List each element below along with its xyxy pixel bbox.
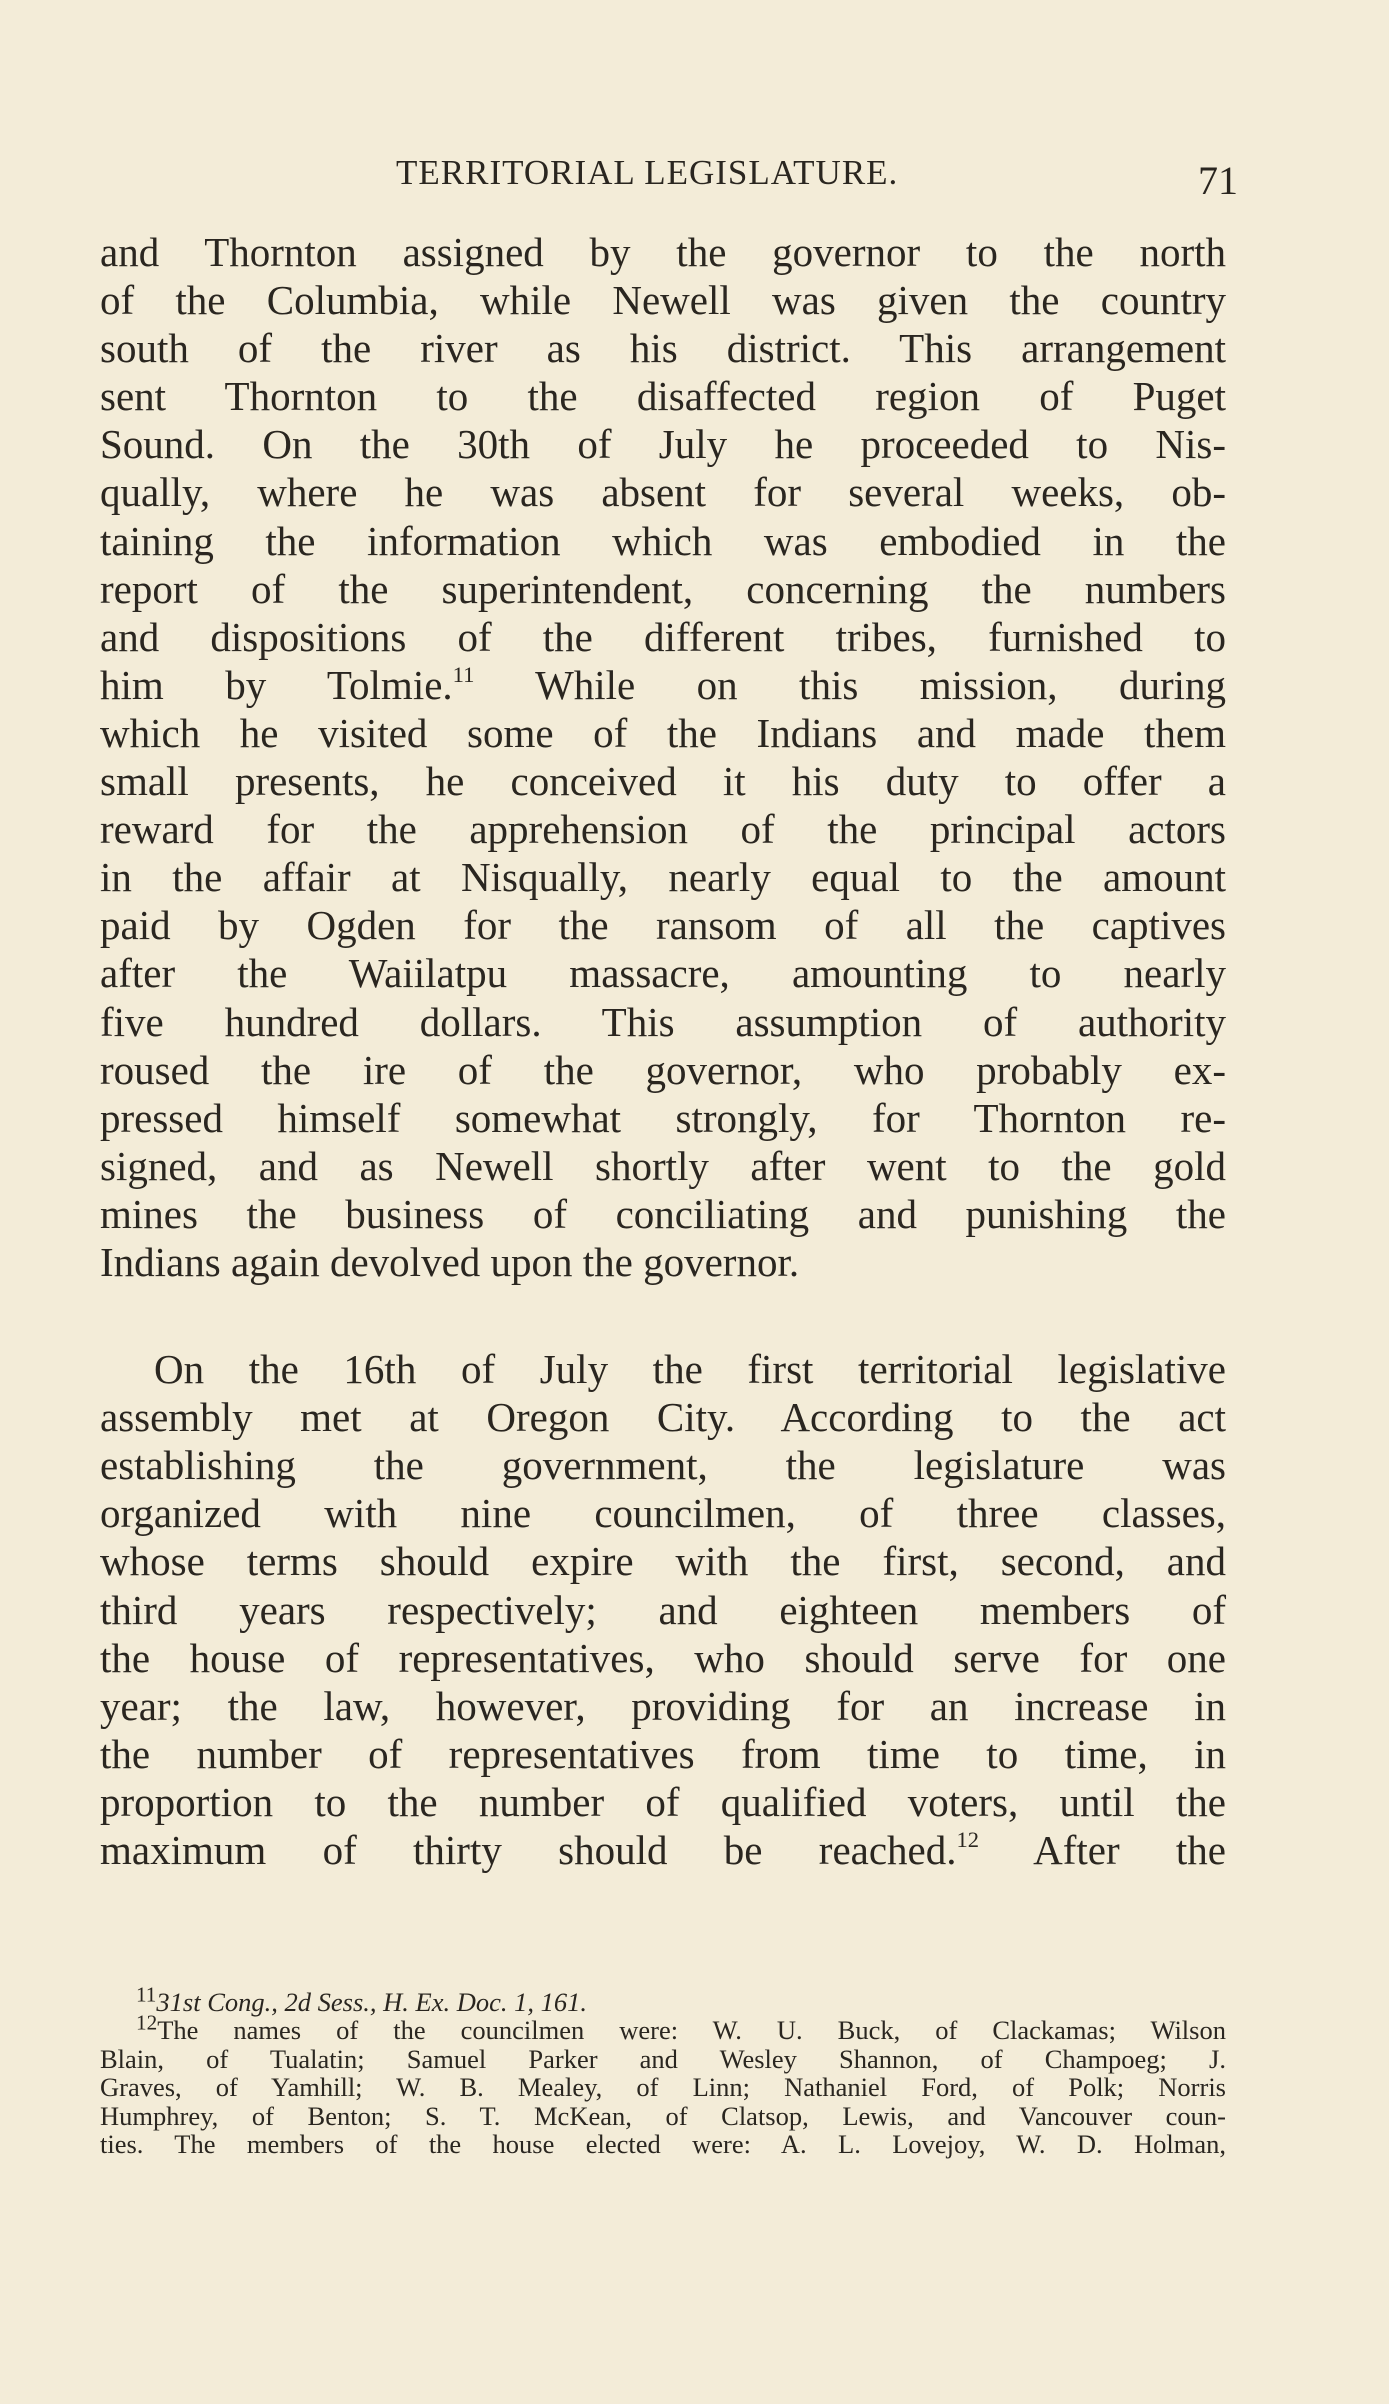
text-line: and dispositions of the different tribes, furnished to <box>100 613 1226 660</box>
footnote-text: 31st Cong., 2d Sess., H. Ex. Doc. 1, 161. <box>156 1987 588 2017</box>
paragraph-1 <box>100 228 1226 1286</box>
text-line: pressed himself somewhat strongly, for Thornton re- <box>100 1094 1226 1141</box>
text-line: assembly met at Oregon City. According to the act <box>100 1394 1226 1441</box>
paragraph-gap <box>100 1286 1226 1345</box>
text-fragment: maximum of thirty should be reached. <box>100 1827 957 1873</box>
text-line: Sound. On the 30th of July he proceeded to Nis- <box>100 421 1226 468</box>
footnote-11 <box>100 1982 1226 2017</box>
text-line: organized with nine councilmen, of three classes, <box>100 1490 1226 1537</box>
text-line: mines the business of conciliating and punishing the <box>100 1190 1226 1237</box>
text-line: sent Thornton to the disaffected region of Puget <box>100 373 1226 420</box>
text-line: proportion to the number of qualified voters, until the <box>100 1778 1226 1825</box>
text-line: the number of representatives from time to time, in <box>100 1730 1226 1777</box>
text-line: taining the information which was embodied in the <box>100 517 1226 564</box>
footnote-12-line: Graves, of Yamhill; W. B. Mealey, of Linn; Nathaniel Ford, of Polk; Norris <box>100 2072 1226 2103</box>
text-fragment: While on this mission, during <box>535 661 1226 708</box>
footnote-12-line: ties. The members of the house elected were: A. L. Lovejoy, W. D. Holman, <box>100 2128 1226 2159</box>
text-line: after the Waiilatpu massacre, amounting to nearly <box>100 950 1226 997</box>
text-line: signed, and as Newell shortly after went to the gold <box>100 1142 1226 1189</box>
text-line: roused the ire of the governor, who probably ex- <box>100 1046 1226 1093</box>
text-fragment: him by Tolmie. <box>100 661 453 708</box>
text-line: and Thornton assigned by the governor to the north <box>100 229 1226 275</box>
footnote-ref-11: 11 <box>452 661 475 687</box>
footnotes <box>100 1982 1226 2159</box>
text-line: third years respectively; and eighteen members of <box>100 1586 1226 1633</box>
page-number: 71 <box>1198 158 1238 203</box>
footnote-mark: 12 <box>136 2010 158 2035</box>
paragraph-2 <box>100 1345 1226 1874</box>
footnote-12-line: Blain, of Tualatin; Samuel Parker and Wesley Shannon, of Champoeg; J. <box>100 2043 1226 2074</box>
main-text <box>100 228 1226 1874</box>
footnote-text: The names of the councilmen were: W. U. Buck, of Clackamas; Wilson <box>157 2015 1226 2046</box>
text-line: small presents, he conceived it his duty to offer a <box>100 758 1226 805</box>
text-line: the house of representatives, who should serve for one <box>100 1634 1226 1681</box>
running-head: TERRITORIAL LEGISLATURE. <box>396 153 899 192</box>
footnote-12-line: Humphrey, of Benton; S. T. McKean, of Clatsop, Lewis, and Vancouver coun- <box>100 2100 1226 2131</box>
text-line: paid by Ogden for the ransom of all the captives <box>100 902 1226 949</box>
text-line: whose terms should expire with the first, second, and <box>100 1538 1226 1585</box>
text-line: which he visited some of the Indians and made them <box>100 709 1226 756</box>
text-line: south of the river as his district. This arrangement <box>100 325 1226 372</box>
text-line: establishing the government, the legislature was <box>100 1442 1226 1489</box>
text-line: Indians again devolved upon the governor. <box>100 1238 800 1285</box>
page-header <box>0 153 1389 203</box>
footnote-mark: 11 <box>136 1982 157 2007</box>
text-fragment: After the <box>1033 1827 1226 1873</box>
text-line: five hundred dollars. This assumption of authority <box>100 998 1226 1045</box>
text-line: year; the law, however, providing for an increase in <box>100 1682 1226 1729</box>
footnote-12-line <box>100 2010 1226 2046</box>
text-line: reward for the apprehension of the principal actors <box>100 806 1226 853</box>
text-line-with-footnote-ref <box>100 661 1226 709</box>
text-line: of the Columbia, while Newell was given the country <box>100 277 1226 324</box>
text-line: On the 16th of July the first territorial legislative <box>154 1346 1226 1393</box>
text-line: qually, where he was absent for several weeks, ob- <box>100 469 1226 516</box>
text-line-with-footnote-ref <box>100 1826 1226 1874</box>
footnote-ref-12: 12 <box>956 1827 980 1853</box>
text-line: report of the superintendent, concerning the numbers <box>100 565 1226 612</box>
text-line: in the affair at Nisqually, nearly equal to the amount <box>100 854 1226 901</box>
